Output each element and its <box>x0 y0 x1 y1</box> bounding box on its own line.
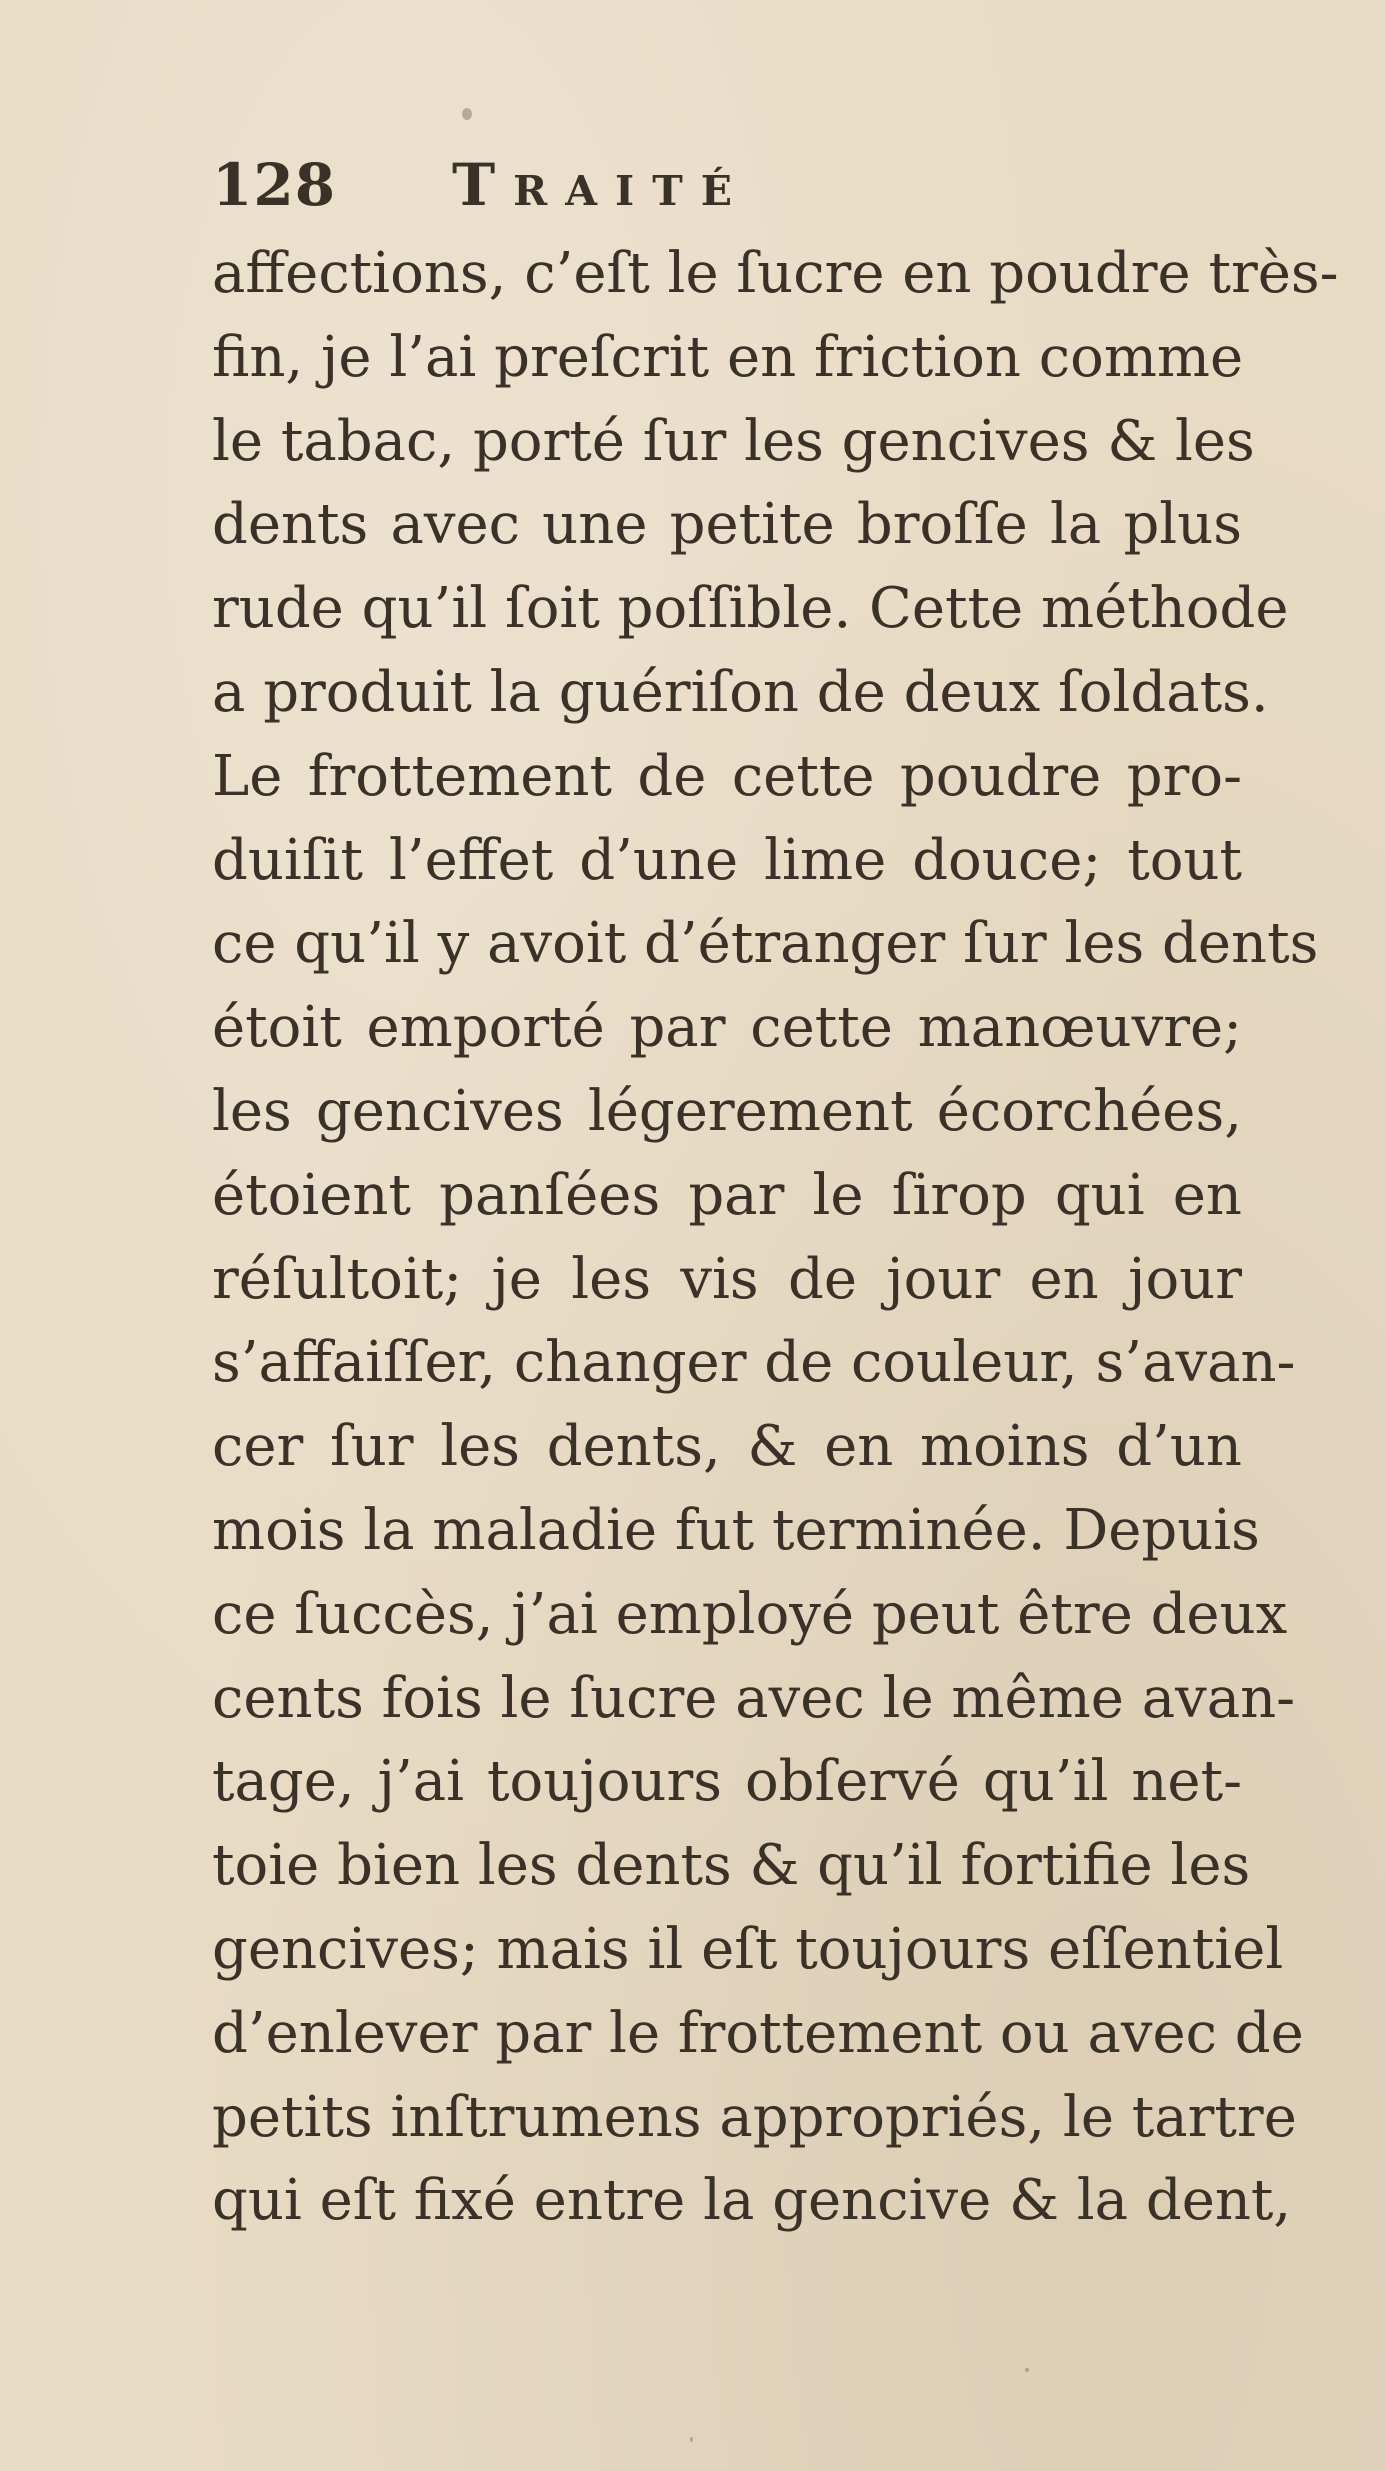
text-line: qui eſt fixé entre la gencive & la dent, <box>212 2168 1292 2234</box>
body-text <box>212 232 1339 2243</box>
text-line: le tabac, porté ſur les gencives & les <box>212 408 1255 474</box>
text-line: fin, je l’ai preſcrit en friction comme <box>212 324 1244 390</box>
text-line: petits inſtrumens appropriés, le tartre <box>212 2084 1297 2150</box>
text-line: étoit emporté par cette manœuvre; <box>212 995 1242 1061</box>
text-line: affections, c’eſt le ſucre en poudre très- <box>212 241 1339 306</box>
text-line: Le frottement de cette poudre pro- <box>212 743 1242 809</box>
text-line: étoient panſées par le ſirop qui en <box>212 1162 1242 1228</box>
text-line: mois la maladie fut terminée. Depuis <box>212 1497 1260 1563</box>
text-line: dents avec une petite broſſe la plus <box>212 492 1242 558</box>
text-line: ce qu’il y avoit d’étranger ſur les dents <box>212 911 1319 977</box>
text-line: rude qu’il ſoit poſſible. Cette méthode <box>212 576 1289 642</box>
text-line: toie bien les dents & qu’il fortifie les <box>212 1833 1251 1899</box>
text-line: les gencives légerement écorchées, <box>212 1078 1242 1144</box>
running-title: Traité <box>452 151 750 219</box>
text-line: gencives; mais il eſt toujours eſſentiel <box>212 1916 1284 1982</box>
running-head <box>212 150 1012 220</box>
text-line: tage, j’ai toujours obſervé qu’il net- <box>212 1749 1242 1815</box>
page-number: 128 <box>212 151 337 219</box>
text-line: cer ſur les dents, & en moins d’un <box>212 1414 1242 1480</box>
ink-speck <box>1025 2368 1029 2372</box>
text-line: s’affaiſſer, changer de couleur, s’avan- <box>212 1330 1296 1396</box>
ink-speck <box>462 108 472 120</box>
text-line: d’enlever par le frottement ou avec de <box>212 2000 1304 2066</box>
text-line: a produit la guériſon de deux ſoldats. <box>212 659 1269 725</box>
text-line: cents fois le ſucre avec le même avan- <box>212 1665 1296 1731</box>
text-line: duiſit l’effet d’une lime douce; tout <box>212 827 1242 893</box>
text-line: ce ſuccès, j’ai employé peut être deux <box>212 1581 1288 1647</box>
ink-speck <box>690 2437 693 2442</box>
text-line: réſultoit; je les vis de jour en jour <box>212 1246 1242 1312</box>
